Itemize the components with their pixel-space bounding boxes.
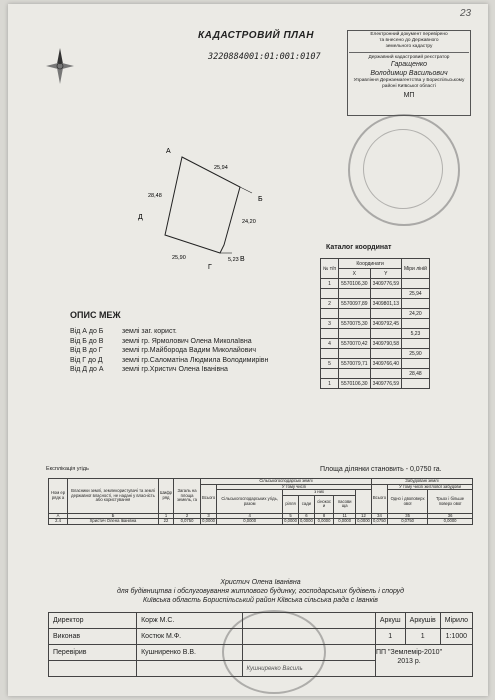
catalog-n: 1 bbox=[321, 379, 339, 389]
stamp-mp: МП bbox=[403, 92, 415, 100]
catalog-header-coords: Координати bbox=[339, 259, 402, 269]
h-build: Забудовані землі bbox=[371, 479, 472, 485]
boundary-text: землі гр.Саломатіна Людмила Володимирівн bbox=[122, 356, 269, 364]
cell: 0,0000 bbox=[202, 518, 215, 524]
boundary-text: землі гр.Христич Олена Іванівна bbox=[122, 366, 228, 373]
sign-name: Кушниренко В.В. bbox=[137, 645, 242, 661]
h-area: Загаль на площа земель, га bbox=[174, 479, 201, 514]
scale-value: 1:1000 bbox=[440, 629, 472, 645]
h-incl: У тому числі bbox=[217, 484, 372, 490]
boundary-text: землі заг. корист. bbox=[122, 328, 177, 335]
boundary-text: землі гр.Майборода Вадим Миколайович bbox=[122, 347, 256, 354]
h-agri-total: Сільськогосподарських угідь, разом bbox=[217, 490, 283, 514]
h-agri-all: Всього bbox=[201, 484, 217, 513]
boundary-description-title: ОПИС МЕЖ bbox=[70, 310, 121, 320]
h-rillia: рілля bbox=[283, 495, 299, 513]
cell: 0,0000 bbox=[284, 518, 297, 524]
catalog-n: 3 bbox=[321, 319, 339, 329]
stamp-given-name: Володимир Васильович bbox=[370, 69, 448, 77]
boundary-row bbox=[70, 327, 268, 337]
col-num: 5 bbox=[283, 513, 299, 519]
h-sady: сади bbox=[298, 495, 314, 513]
cell: 0,0000 bbox=[314, 519, 334, 525]
h-three: Трьох і більше поверх ової bbox=[428, 490, 473, 514]
col-num: Б bbox=[68, 513, 159, 519]
cell: 0,0000 bbox=[357, 518, 370, 524]
catalog-title: Каталог координат bbox=[326, 244, 392, 251]
cell: 0,0000 bbox=[217, 519, 283, 525]
stamp-line-1: Електронний документ перевірено bbox=[370, 32, 448, 37]
scale-header: Мірило bbox=[440, 613, 472, 629]
stamp-line-2: та внесено до Державного bbox=[379, 37, 439, 43]
stamp-org: Управління Держземагентства у Бориспільському районі Київської області bbox=[353, 78, 465, 90]
sign-name: Костюк М.Ф. bbox=[137, 629, 242, 645]
catalog-y: 3409766,40 bbox=[370, 359, 401, 369]
registration-stamp bbox=[347, 30, 471, 116]
vertex-b: Б bbox=[258, 196, 263, 203]
stamp-line-3: земельного кадастру bbox=[385, 43, 433, 49]
firm-name: ПП "Землемір-2010" bbox=[376, 649, 443, 656]
cell: 0,0000 bbox=[299, 518, 313, 524]
explication-label: Експлікація угідь bbox=[46, 466, 89, 472]
catalog-y: 3409790,58 bbox=[370, 339, 401, 349]
stamp-surname: Гаращенко bbox=[390, 60, 428, 68]
col-num: 8 bbox=[314, 513, 334, 519]
explication-table bbox=[48, 478, 473, 525]
catalog-x: 5570106,30 bbox=[339, 379, 370, 389]
catalog-n: 5 bbox=[321, 359, 339, 369]
boundary-row bbox=[70, 337, 268, 347]
catalog-header-num: № т/п bbox=[321, 259, 339, 279]
catalog-x: 5570097,89 bbox=[339, 299, 370, 309]
h-ziz: з них bbox=[283, 490, 356, 496]
segment-ab: 25,94 bbox=[214, 165, 228, 171]
compass-rose-icon bbox=[44, 46, 76, 86]
sheet-header: Аркуш bbox=[375, 613, 405, 629]
h-build-total: Всього bbox=[371, 484, 387, 513]
vertex-d: Д bbox=[138, 214, 143, 221]
vertex-a: А bbox=[166, 148, 171, 155]
cell: 0,0750 bbox=[373, 518, 386, 524]
h-sinok: сінокос и bbox=[314, 495, 334, 513]
catalog-y: 3409801,13 bbox=[370, 299, 401, 309]
boundary-from: Від Г до Д bbox=[70, 356, 103, 364]
cell: 0,0750 bbox=[388, 519, 428, 525]
col-num: 36 bbox=[428, 513, 473, 519]
boundary-from: Від Д до А bbox=[70, 366, 104, 373]
catalog-y: 3409776,59 bbox=[370, 379, 401, 389]
owner-name: Христич Олена Іванівна bbox=[220, 579, 301, 586]
sign-role: Директор bbox=[49, 613, 137, 629]
sheet-value: 1 bbox=[375, 629, 405, 645]
h-pasov: пасови ща bbox=[334, 495, 356, 513]
sign-name: Корж М.С. bbox=[137, 613, 242, 629]
catalog-line: 25,90 bbox=[401, 349, 429, 359]
catalog-line: 25,94 bbox=[401, 289, 429, 299]
catalog-n: 4 bbox=[321, 339, 339, 349]
owner-location: Київська область Бориспільський район Кіївська сільська рада с Іванків bbox=[143, 597, 378, 604]
cell: 0,0000 bbox=[334, 519, 356, 525]
h-agri: Сільськогосподарські землі bbox=[201, 479, 372, 485]
h-shifr: Шифр ряд bbox=[159, 479, 174, 514]
segment-gd: 25,90 bbox=[172, 255, 186, 261]
catalog-y: 3409776,59 bbox=[370, 279, 401, 289]
segment-bv: 24,20 bbox=[242, 219, 256, 225]
boundary-from: Від А до Б bbox=[70, 328, 104, 335]
catalog-line: 24,20 bbox=[401, 309, 429, 319]
coordinate-catalog bbox=[320, 258, 430, 389]
parcel-area: Площа ділянки становить - 0,0750 га. bbox=[320, 466, 442, 473]
catalog-line: 5,23 bbox=[401, 329, 429, 339]
catalog-x: 5570075,30 bbox=[339, 319, 370, 329]
col-num: 34 bbox=[371, 513, 387, 519]
catalog-y: 3409792,45 bbox=[370, 319, 401, 329]
sheets-value: 1 bbox=[405, 629, 440, 645]
h-num: Ном ер рядк а bbox=[49, 479, 68, 514]
col-num: 1 bbox=[159, 513, 174, 519]
catalog-n: 2 bbox=[321, 299, 339, 309]
handwritten-signature: Кушниренко Василь bbox=[242, 661, 375, 677]
catalog-header-lines: Міри ліній bbox=[401, 259, 429, 279]
col-num: А bbox=[49, 513, 68, 519]
parcel-boundary bbox=[165, 157, 240, 253]
h-owner: Власники землі, землекористувачі та землі державної власності, не надані у власність або користування bbox=[68, 479, 159, 514]
h-one: Одно і двоповерх ової bbox=[388, 490, 428, 514]
boundary-row bbox=[70, 356, 268, 366]
vertex-v: В bbox=[240, 256, 245, 263]
page-number: 23 bbox=[460, 8, 472, 19]
sheets-header: Аркушів bbox=[405, 613, 440, 629]
catalog-header-x: X bbox=[339, 269, 370, 279]
document-title: КАДАСТРОВИЙ ПЛАН bbox=[198, 30, 314, 41]
firm-year: 2013 р. bbox=[397, 658, 421, 665]
col-num: 35 bbox=[388, 513, 428, 519]
boundary-row bbox=[70, 365, 268, 375]
catalog-x: 5570070,42 bbox=[339, 339, 370, 349]
vertex-g: Г bbox=[208, 264, 212, 271]
boundary-description bbox=[70, 327, 268, 375]
boundary-text: землі гр. Ярмолович Олена Миколаївна bbox=[122, 337, 252, 345]
segment-da: 28,48 bbox=[148, 193, 162, 199]
boundary-from: Від В до Г bbox=[70, 347, 103, 354]
round-seal-inner bbox=[363, 129, 443, 209]
cell: 22 bbox=[159, 519, 174, 525]
sign-role: Виконав bbox=[49, 629, 137, 645]
firm-seal-stamp bbox=[222, 610, 326, 694]
document-sheet bbox=[8, 4, 488, 696]
col-num: 2 bbox=[174, 513, 201, 519]
cadastral-number: 3220884001:01:001:0107 bbox=[208, 52, 321, 62]
sign-role: Перевірив bbox=[49, 645, 137, 661]
firm-block bbox=[376, 648, 442, 666]
stamp-line-4: Державний кадастровий реєстратор bbox=[368, 54, 450, 60]
catalog-header-y: Y bbox=[370, 269, 401, 279]
boundary-row bbox=[70, 346, 268, 356]
col-num: 6 bbox=[298, 513, 314, 519]
col-num: 3 bbox=[201, 513, 217, 519]
catalog-n: 1 bbox=[321, 279, 339, 289]
h-build-incl: У тому числі житлової забудови bbox=[388, 484, 473, 490]
catalog-line: 28,48 bbox=[401, 369, 429, 379]
parcel-plan bbox=[128, 139, 308, 279]
segment-vg: 5,23 bbox=[228, 257, 239, 263]
owner-purpose: для будівництва і обслуговування житлового будинку, господарських будівель і споруд bbox=[116, 588, 405, 595]
catalog-x: 5570106,30 bbox=[339, 279, 370, 289]
cell: Христич Олена Іванівна bbox=[68, 519, 159, 525]
col-num: 11 bbox=[334, 513, 356, 519]
owner-block bbox=[48, 578, 473, 605]
cell: 2.4 bbox=[49, 519, 68, 525]
col-num: 12 bbox=[356, 513, 372, 519]
cell: 0,0750 bbox=[174, 519, 201, 525]
boundary-from: Від Б до В bbox=[70, 337, 104, 345]
cell: 0,0000 bbox=[428, 519, 473, 525]
catalog-x: 5570079,71 bbox=[339, 359, 370, 369]
col-num: 4 bbox=[217, 513, 283, 519]
